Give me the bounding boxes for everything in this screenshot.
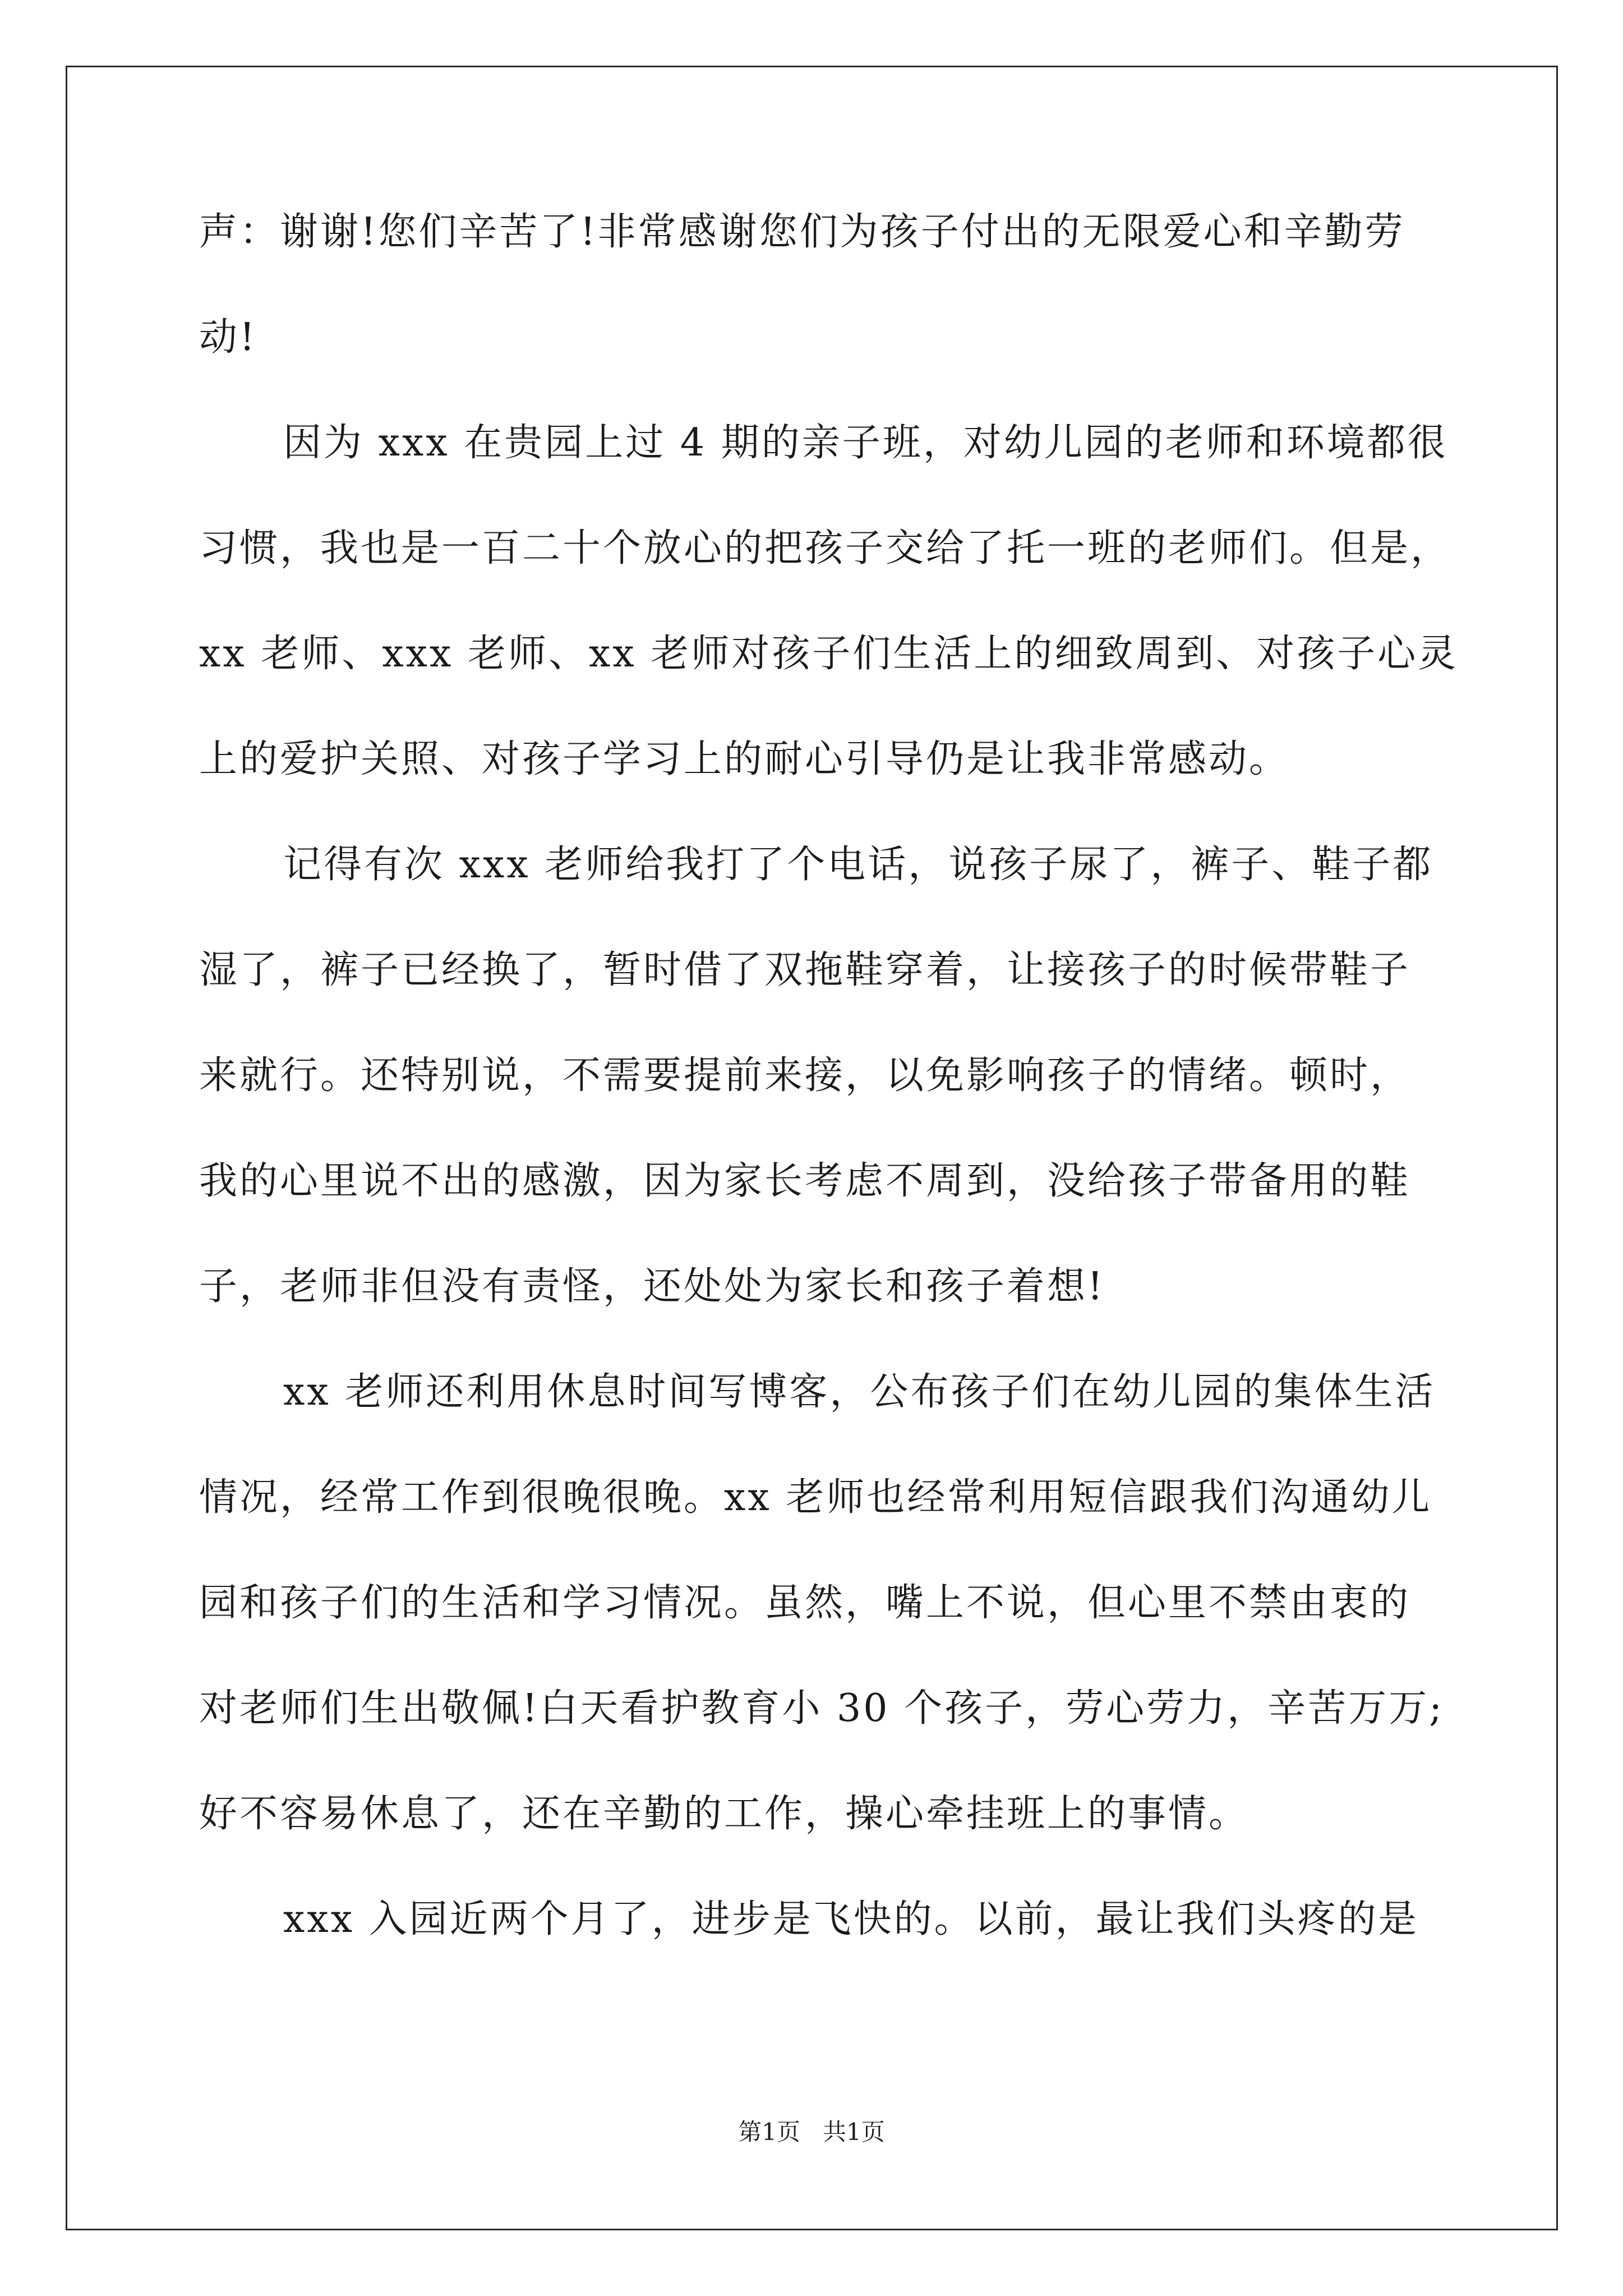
document-body xyxy=(199,210,1459,2006)
paragraph-start-line: 因为 xxx 在贵园上过 4 期的亲子班，对幼儿园的老师和环境都很 xyxy=(283,421,1448,465)
text-line: 园和孩子们的生活和学习情况。虽然，嘴上不说，但心里不禁由衷的 xyxy=(199,1581,1411,1625)
page-footer: 第1页 共1页 xyxy=(738,2118,885,2146)
text-line: 习惯，我也是一百二十个放心的把孩子交给了托一班的老师们。但是， xyxy=(199,526,1451,570)
text-line: xx 老师、xxx 老师、xx 老师对孩子们生活上的细致周到、对孩子心灵 xyxy=(199,632,1459,676)
text-line: 动! xyxy=(199,315,257,360)
text-line: 我的心里说不出的感激，因为家长考虑不周到，没给孩子带备用的鞋 xyxy=(199,1159,1411,1203)
text-line: 上的爱护关照、对孩子学习上的耐心引导仍是让我非常感动。 xyxy=(199,737,1290,781)
text-line: 湿了，裤子已经换了，暂时借了双拖鞋穿着，让接孩子的时候带鞋子 xyxy=(199,948,1411,992)
text-line: 对老师们生出敬佩!白天看护教育小 30 个孩子，劳心劳力，辛苦万万; xyxy=(199,1686,1444,1731)
text-line: 好不容易休息了，还在辛勤的工作，操心牵挂班上的事情。 xyxy=(199,1792,1249,1836)
text-line: 子，老师非但没有责怪，还处处为家长和孩子着想! xyxy=(199,1264,1105,1309)
paragraph-start-line: 记得有次 xxx 老师给我打了个电话，说孩子尿了，裤子、鞋子都 xyxy=(283,843,1433,887)
text-line: 声：谢谢!您们辛苦了!非常感谢您们为孩子付出的无限爱心和辛勤劳 xyxy=(199,210,1405,254)
paragraph-start-line: xxx 入园近两个月了，进步是飞快的。以前，最让我们头疼的是 xyxy=(283,1897,1419,1941)
text-line: 来就行。还特别说，不需要提前来接，以免影响孩子的情绪。顿时， xyxy=(199,1053,1411,1098)
paragraph-start-line: xx 老师还利用休息时间写博客，公布孩子们在幼儿园的集体生活 xyxy=(283,1370,1436,1414)
text-line: 情况，经常工作到很晚很晚。xx 老师也经常利用短信跟我们沟通幼儿 xyxy=(199,1475,1432,1520)
